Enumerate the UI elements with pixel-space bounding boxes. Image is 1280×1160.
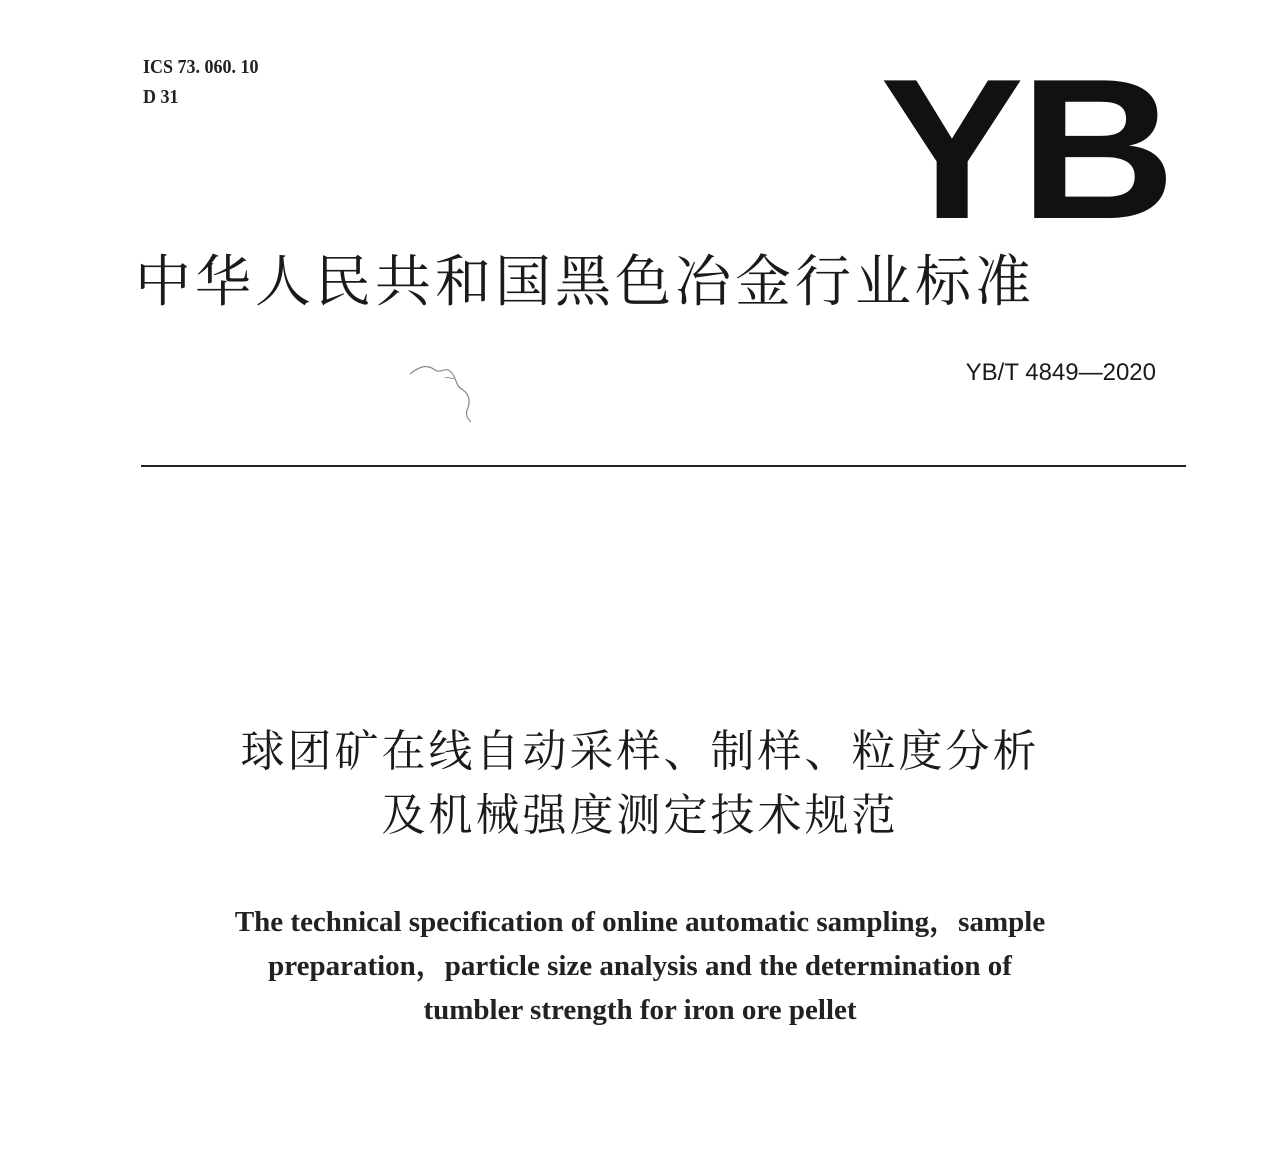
english-title xyxy=(0,900,1280,1032)
pencil-mark xyxy=(405,356,485,426)
ics-code: ICS 73. 060. 10 xyxy=(143,56,259,78)
chinese-title xyxy=(0,720,1280,848)
english-title-line: The technical specification of online automatic sampling，sample xyxy=(234,906,1046,938)
standard-number: YB/T 4849—2020 xyxy=(965,359,1156,386)
issuing-authority: 中华人民共和国黑色冶金行业标准 xyxy=(135,250,1035,315)
chinese-title-line: 及机械强度测定技术规范 xyxy=(381,790,899,841)
ccs-code: D 31 xyxy=(143,86,179,108)
header-divider xyxy=(141,465,1186,467)
chinese-title-line: 球团矿在线自动采样、制样、粒度分析 xyxy=(240,726,1040,777)
yb-logo: YB xyxy=(880,38,1172,261)
english-title-line: preparation，particle size analysis and the determination of xyxy=(268,950,1012,982)
classification-codes xyxy=(143,52,271,112)
english-title-line: tumbler strength for iron ore pellet xyxy=(423,994,857,1026)
